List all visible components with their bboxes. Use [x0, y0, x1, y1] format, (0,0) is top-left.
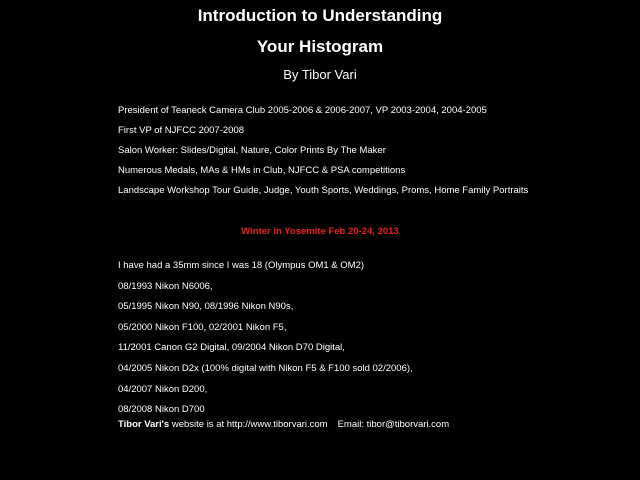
camera-line: 04/2007 Nikon D200,: [118, 383, 208, 395]
bio-line-medals: Numerous Medals, MAs & HMs in Club, NJFCC & PSA competitions: [118, 165, 406, 176]
footer-website: website is at http://www.tiborvari.com: [169, 419, 328, 430]
title-line-1: Introduction to Understanding: [197, 6, 443, 25]
camera-line: 05/2000 Nikon F100, 02/2001 Nikon F5,: [118, 321, 287, 333]
title-line-2: Your Histogram: [256, 37, 384, 56]
contact-footer: [118, 419, 618, 431]
author-byline: By Tibor Vari: [283, 67, 357, 82]
bio-list: [118, 105, 618, 205]
footer-email: Email: tibor@tiborvari.com: [337, 419, 450, 430]
camera-line: 08/2008 Nikon D700: [118, 404, 205, 416]
bio-line-president: President of Teaneck Camera Club 2005-2006 & 2006-2007, VP 2003-2004, 2004-2005: [118, 105, 487, 116]
camera-line: I have had a 35mm since I was 18 (Olympus OM1 & OM2): [118, 260, 365, 271]
footer-name: Tibor Vari's: [118, 419, 170, 430]
event-heading: Winter in Yosemite Feb 20-24, 2013: [241, 226, 399, 237]
bio-line-workshop: Landscape Workshop Tour Guide, Judge, Youth Sports, Weddings, Proms, Home Family Portraits: [118, 185, 529, 196]
bio-line-salon-worker: Salon Worker: Slides/Digital, Nature, Color Prints By The Maker: [118, 145, 386, 156]
camera-line: 05/1995 Nikon N90, 08/1996 Nikon N90s,: [118, 301, 294, 313]
bio-line-first-vp: First VP of NJFCC 2007-2008: [118, 125, 245, 136]
camera-history-list: [118, 260, 618, 425]
camera-line: 04/2005 Nikon D2x (100% digital with Nikon F5 & F100 sold 02/2006),: [118, 362, 413, 374]
camera-line: 08/1993 Nikon N6006,: [118, 280, 213, 292]
camera-line: 11/2001 Canon G2 Digital, 09/2004 Nikon D70 Digital,: [118, 342, 345, 354]
